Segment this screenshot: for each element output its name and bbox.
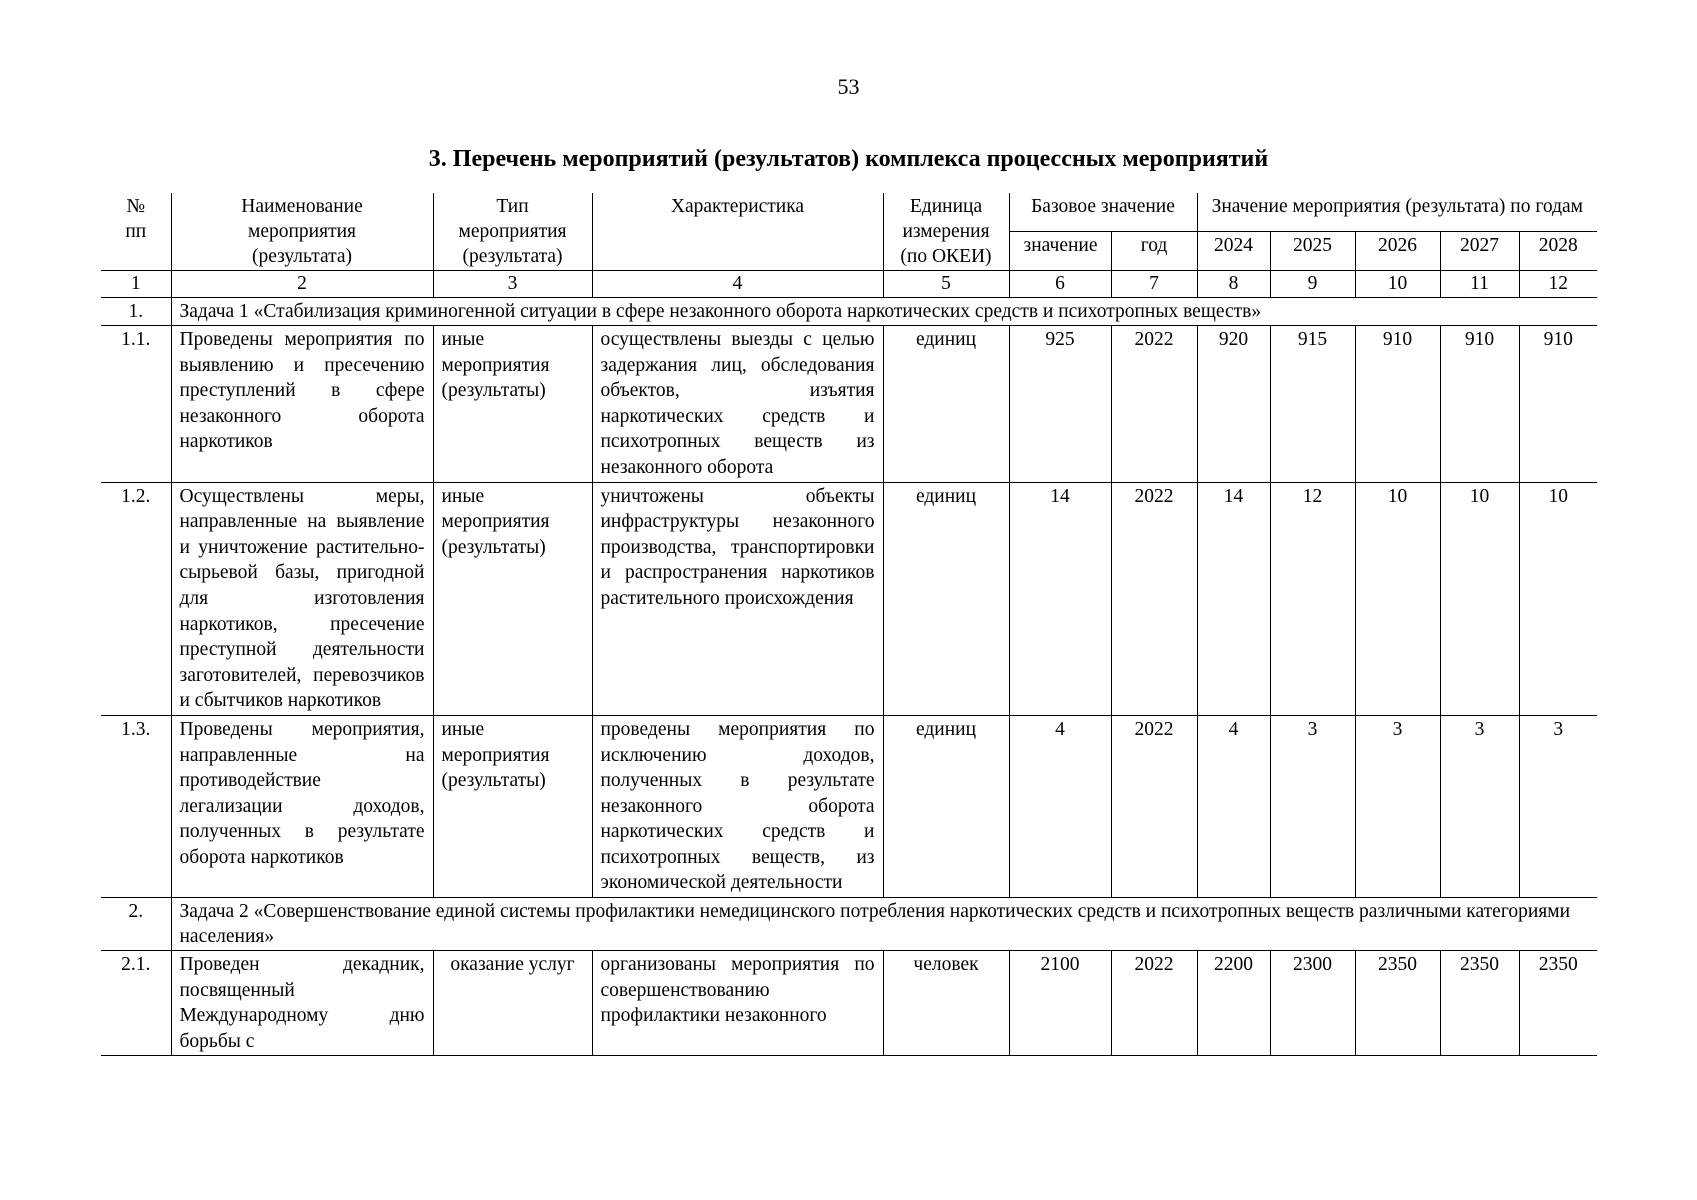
base-year: 2022 bbox=[1111, 951, 1197, 1056]
column-number: 11 bbox=[1440, 271, 1519, 298]
column-number-row bbox=[101, 271, 1597, 298]
value-2028: 2350 bbox=[1519, 951, 1597, 1056]
column-number: 10 bbox=[1355, 271, 1440, 298]
header-year-2026: 2026 bbox=[1355, 231, 1440, 270]
base-value: 925 bbox=[1009, 326, 1111, 483]
value-2028: 3 bbox=[1519, 715, 1597, 897]
base-year: 2022 bbox=[1111, 482, 1197, 715]
measure-name: Проведены мероприятия, направленные на противодействие легализации доходов, полученных в результате оборота наркотиков bbox=[171, 715, 433, 897]
measure-characteristic: организованы мероприятия по совершенствованию профилактики незаконного bbox=[592, 951, 883, 1056]
measure-unit: человек bbox=[883, 951, 1009, 1056]
column-number: 2 bbox=[171, 271, 433, 298]
base-year: 2022 bbox=[1111, 326, 1197, 483]
row-number: 1.1. bbox=[101, 326, 171, 483]
measure-unit: единиц bbox=[883, 482, 1009, 715]
base-value: 2100 bbox=[1009, 951, 1111, 1056]
value-2024: 920 bbox=[1197, 326, 1270, 483]
value-2026: 3 bbox=[1355, 715, 1440, 897]
header-year-2027: 2027 bbox=[1440, 231, 1519, 270]
column-number: 12 bbox=[1519, 271, 1597, 298]
task-row bbox=[101, 298, 1597, 326]
measure-characteristic: осуществлены выезды с целью задержания лиц, обследования объектов, изъятия наркотических средств и психотропных веществ из незаконного оборота bbox=[592, 326, 883, 483]
header-name: Наименование мероприятия (результата) bbox=[171, 193, 433, 271]
table-row bbox=[101, 715, 1597, 897]
column-number: 3 bbox=[433, 271, 592, 298]
column-number: 7 bbox=[1111, 271, 1197, 298]
value-2025: 2300 bbox=[1270, 951, 1355, 1056]
header-unit: Единица измерения (по ОКЕИ) bbox=[883, 193, 1009, 271]
value-2028: 10 bbox=[1519, 482, 1597, 715]
value-2025: 3 bbox=[1270, 715, 1355, 897]
measure-name: Проведены мероприятия по выявлению и пресечению преступлений в сфере незаконного оборота наркотиков bbox=[171, 326, 433, 483]
column-number: 8 bbox=[1197, 271, 1270, 298]
row-number: 2. bbox=[101, 898, 171, 951]
table-row bbox=[101, 951, 1597, 1056]
header-type: Тип мероприятия (результата) bbox=[433, 193, 592, 271]
header-values-group: Значение мероприятия (результата) по годам bbox=[1197, 193, 1597, 231]
table-row bbox=[101, 326, 1597, 483]
header-num: № пп bbox=[101, 193, 171, 271]
value-2027: 2350 bbox=[1440, 951, 1519, 1056]
value-2025: 915 bbox=[1270, 326, 1355, 483]
row-number: 2.1. bbox=[101, 951, 171, 1056]
value-2024: 2200 bbox=[1197, 951, 1270, 1056]
measure-name: Осуществлены меры, направленные на выявление и уничтожение растительно-сырьевой базы, пригодной для изготовления наркотиков, пресечение преступной деятельности заготовителей, перевозчиков и сбытчиков наркотиков bbox=[171, 482, 433, 715]
column-number: 4 bbox=[592, 271, 883, 298]
value-2025: 12 bbox=[1270, 482, 1355, 715]
base-value: 14 bbox=[1009, 482, 1111, 715]
measure-type: иные мероприятия (результаты) bbox=[433, 326, 592, 483]
measure-characteristic: уничтожены объекты инфраструктуры незаконного производства, транспортировки и распространения наркотиков растительного происхождения bbox=[592, 482, 883, 715]
measure-characteristic: проведены мероприятия по исключению доходов, полученных в результате незаконного оборота наркотических средств и психотропных веществ, из экономической деятельности bbox=[592, 715, 883, 897]
base-value: 4 bbox=[1009, 715, 1111, 897]
value-2026: 2350 bbox=[1355, 951, 1440, 1056]
table-row bbox=[101, 482, 1597, 715]
value-2024: 4 bbox=[1197, 715, 1270, 897]
row-number: 1.3. bbox=[101, 715, 171, 897]
header-characteristic: Характеристика bbox=[592, 193, 883, 271]
value-2026: 910 bbox=[1355, 326, 1440, 483]
base-year: 2022 bbox=[1111, 715, 1197, 897]
measure-type: иные мероприятия (результаты) bbox=[433, 482, 592, 715]
task-text: Задача 2 «Совершенствование единой системы профилактики немедицинского потребления наркотических средств и психотропных веществ различными категориями населения» bbox=[171, 898, 1597, 951]
value-2027: 10 bbox=[1440, 482, 1519, 715]
page-number: 53 bbox=[837, 74, 860, 99]
value-2026: 10 bbox=[1355, 482, 1440, 715]
measure-type: оказание услуг bbox=[433, 951, 592, 1056]
measure-type: иные мероприятия (результаты) bbox=[433, 715, 592, 897]
header-year-2024: 2024 bbox=[1197, 231, 1270, 270]
value-2027: 3 bbox=[1440, 715, 1519, 897]
measure-name: Проведен декадник, посвященный Международному дню борьбы с bbox=[171, 951, 433, 1056]
column-number: 5 bbox=[883, 271, 1009, 298]
page-title: 3. Перечень мероприятий (результатов) комплекса процессных мероприятий bbox=[428, 146, 1269, 172]
column-number: 1 bbox=[101, 271, 171, 298]
task-row bbox=[101, 898, 1597, 951]
header-row-1 bbox=[101, 193, 1597, 231]
value-2024: 14 bbox=[1197, 482, 1270, 715]
measures-table bbox=[101, 193, 1597, 1056]
header-year-2028: 2028 bbox=[1519, 231, 1597, 270]
column-number: 6 bbox=[1009, 271, 1111, 298]
row-number: 1. bbox=[101, 298, 171, 326]
header-base: Базовое значение bbox=[1009, 193, 1197, 231]
header-base-year: год bbox=[1111, 231, 1197, 270]
measure-unit: единиц bbox=[883, 326, 1009, 483]
task-text: Задача 1 «Стабилизация криминогенной ситуации в сфере незаконного оборота наркотических средств и психотропных веществ» bbox=[171, 298, 1597, 326]
header-base-value: значение bbox=[1009, 231, 1111, 270]
measure-unit: единиц bbox=[883, 715, 1009, 897]
row-number: 1.2. bbox=[101, 482, 171, 715]
column-number: 9 bbox=[1270, 271, 1355, 298]
value-2028: 910 bbox=[1519, 326, 1597, 483]
header-year-2025: 2025 bbox=[1270, 231, 1355, 270]
value-2027: 910 bbox=[1440, 326, 1519, 483]
